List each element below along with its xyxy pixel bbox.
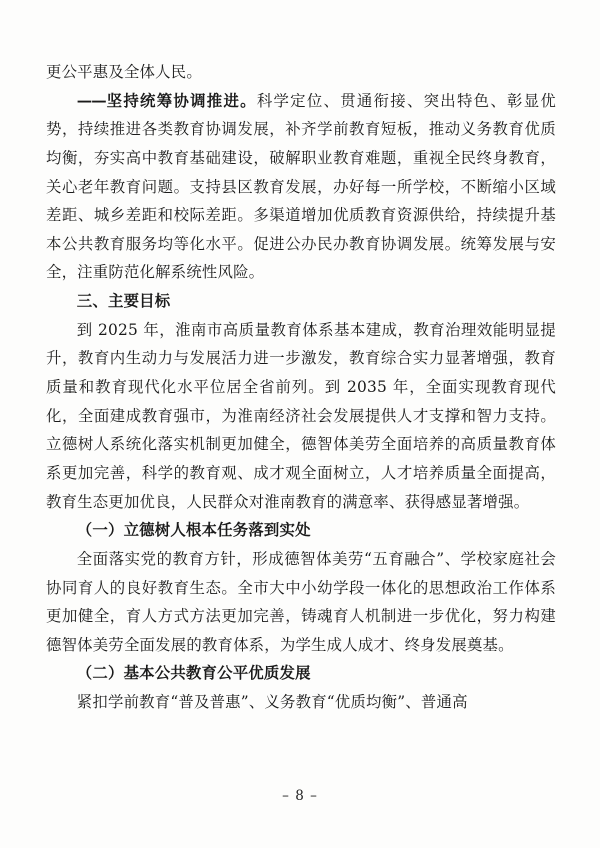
em-dash-marker: —— [76,91,106,110]
page-number: – 8 – [282,788,318,804]
subsection-heading-one: （一）立德树人根本任务落到实处 [76,521,311,540]
paragraph-continuation: 更公平惠及全体人民。 [46,63,202,81]
document-body [46,58,556,717]
paragraph-text: 科学定位、贯通衔接、突出特色、彰显优势，持续推进各类教育协调发展，补齐学前教育短板，推动义务教育优质均衡，夯实高中教育基础建设，破解职业教育难题，重视全民终身教育，关心老年教育问题。支持县区教育发展，办好每一所学校，不断缩小区域差距、城乡差距和校际差距。多渠道增加优质教育资源供给，持续提升基本公共教育服务均等化水平。促进公办民办教育协调发展。统筹发展与安全，注重防范化解系统性风险。 [46,91,556,282]
paragraph-lead-bold: 坚持统筹协调推进。 [105,91,257,110]
paragraph-moral-education: 全面落实党的教育方针，形成德智体美劳“五育融合”、学校家庭社会协同育人的良好教育生态。全市大中小幼学段一体化的思想政治工作体系更加健全，育人方式方法更加完善，铸魂育人机制进一步优化，努力构建德智体美劳全面发展的教育体系，为学生成人成才、终身发展奠基。 [46,549,556,654]
paragraph-principle [46,87,556,287]
paragraph-main-goals: 到 2025 年，淮南市高质量教育体系基本建成，教育治理效能明显提升，教育内生动力与发展活力进一步激发，教育综合实力显著增强，教育质量和教育现代化水平位居全省前列。到 2035 年，全面实现教育现代化，全面建成教育强市，为淮南经济社会发展提供人才支撑和智力支持。立德树人系统化落实机制更加健全，德智体美劳全面培养的高质量教育体系更加完善，科学的教育观、成才观全面树立，人才培养质量全面提高，教育生态更加优良，人民群众对淮南教育的满意率、获得感显著增强。 [46,320,556,511]
paragraph-public-education: 紧扣学前教育“普及普惠”、义务教育“优质均衡”、普通高 [76,693,468,712]
subsection-heading-two: （二）基本公共教育公平优质发展 [76,664,311,683]
section-heading-three: 三、主要目标 [76,292,171,311]
